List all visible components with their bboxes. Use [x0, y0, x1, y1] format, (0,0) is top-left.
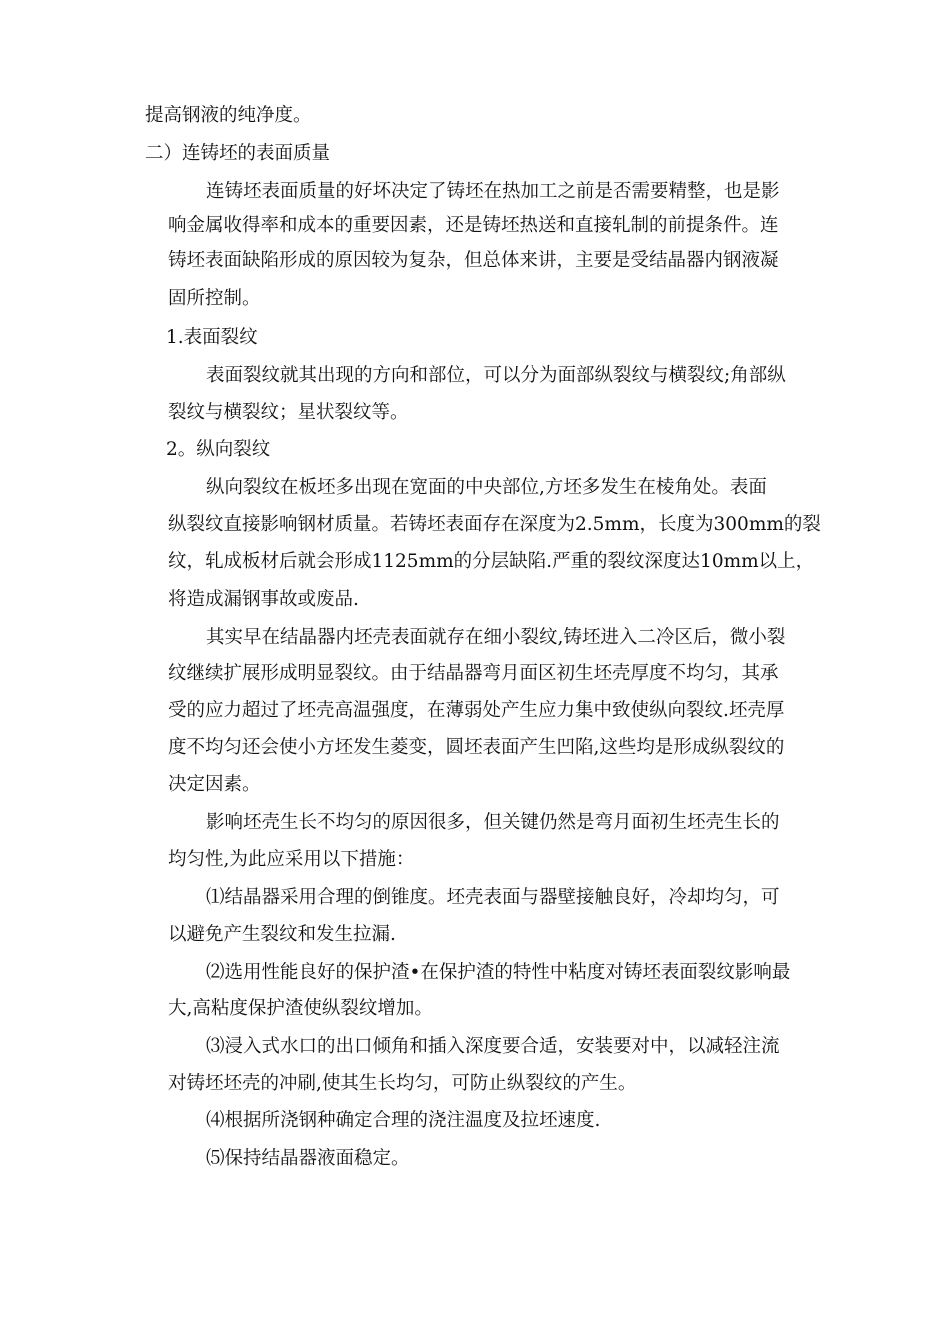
text-line: 均匀性,为此应采用以下措施：	[168, 849, 415, 870]
text-line: 纹，轧成板材后就会形成1125mm的分层缺陷.严重的裂纹深度达10mm以上，	[168, 551, 815, 572]
subsection-heading: 2。纵向裂纹	[166, 439, 271, 460]
text-line: 纹继续扩展形成明显裂纹。由于结晶器弯月面区初生坯壳厚度不均匀，其承	[168, 663, 779, 684]
text-line: 裂纹与横裂纹；星状裂纹等。	[168, 402, 409, 423]
text-line: 度不均匀还会使小方坯发生菱变，圆坯表面产生凹陷,这些均是形成纵裂纹的	[168, 737, 785, 758]
text-line: 以避免产生裂纹和发生拉漏.	[168, 924, 396, 945]
text-line: 将造成漏钢事故或废品.	[168, 589, 359, 610]
list-item: ⑵选用性能良好的保护渣•在保护渣的特性中粘度对铸坯表面裂纹影响最	[206, 962, 791, 983]
text-line: 大,高粘度保护渣使纵裂纹增加。	[168, 998, 433, 1019]
text-line: 纵向裂纹在板坯多出现在宽面的中央部位,方坯多发生在棱角处。表面	[206, 477, 767, 498]
subsection-heading: 1.表面裂纹	[166, 327, 258, 348]
list-item: ⑸保持结晶器液面稳定。	[206, 1148, 410, 1169]
list-item: ⑶浸入式水口的出口倾角和插入深度要合适，安装要对中，以减轻注流	[206, 1036, 780, 1057]
text-line: 决定因素。	[168, 774, 261, 795]
text-line: 对铸坯坯壳的冲刷,使其生长均匀，可防止纵裂纹的产生。	[168, 1073, 637, 1094]
text-line: 固所控制。	[168, 288, 261, 309]
text-line: 表面裂纹就其出现的方向和部位，可以分为面部纵裂纹与横裂纹;角部纵	[206, 365, 786, 386]
text-line: 其实早在结晶器内坯壳表面就存在细小裂纹,铸坯进入二冷区后，微小裂	[206, 627, 786, 648]
section-heading: 二）连铸坯的表面质量	[145, 143, 331, 164]
text-line: 铸坯表面缺陷形成的原因较为复杂，但总体来讲，主要是受结晶器内钢液凝	[168, 250, 779, 271]
text-line: 响金属收得率和成本的重要因素，还是铸坯热送和直接轧制的前提条件。连	[168, 215, 779, 236]
text-line: 影响坯壳生长不均匀的原因很多，但关键仍然是弯月面初生坯壳生长的	[206, 812, 780, 833]
text-line: 纵裂纹直接影响钢材质量。若铸坯表面存在深度为2.5mm，长度为300mm的裂	[168, 514, 821, 535]
list-item: ⑴结晶器采用合理的倒锥度。坯壳表面与器壁接触良好，冷却均匀，可	[206, 887, 780, 908]
text-line: 提高钢液的纯净度。	[145, 105, 312, 126]
text-line: 连铸坯表面质量的好坏决定了铸坯在热加工之前是否需要精整，也是影	[206, 181, 780, 202]
text-line: 受的应力超过了坯壳高温强度，在薄弱处产生应力集中致使纵向裂纹.坯壳厚	[168, 700, 785, 721]
list-item: ⑷根据所浇钢种确定合理的浇注温度及拉坯速度.	[206, 1110, 601, 1131]
